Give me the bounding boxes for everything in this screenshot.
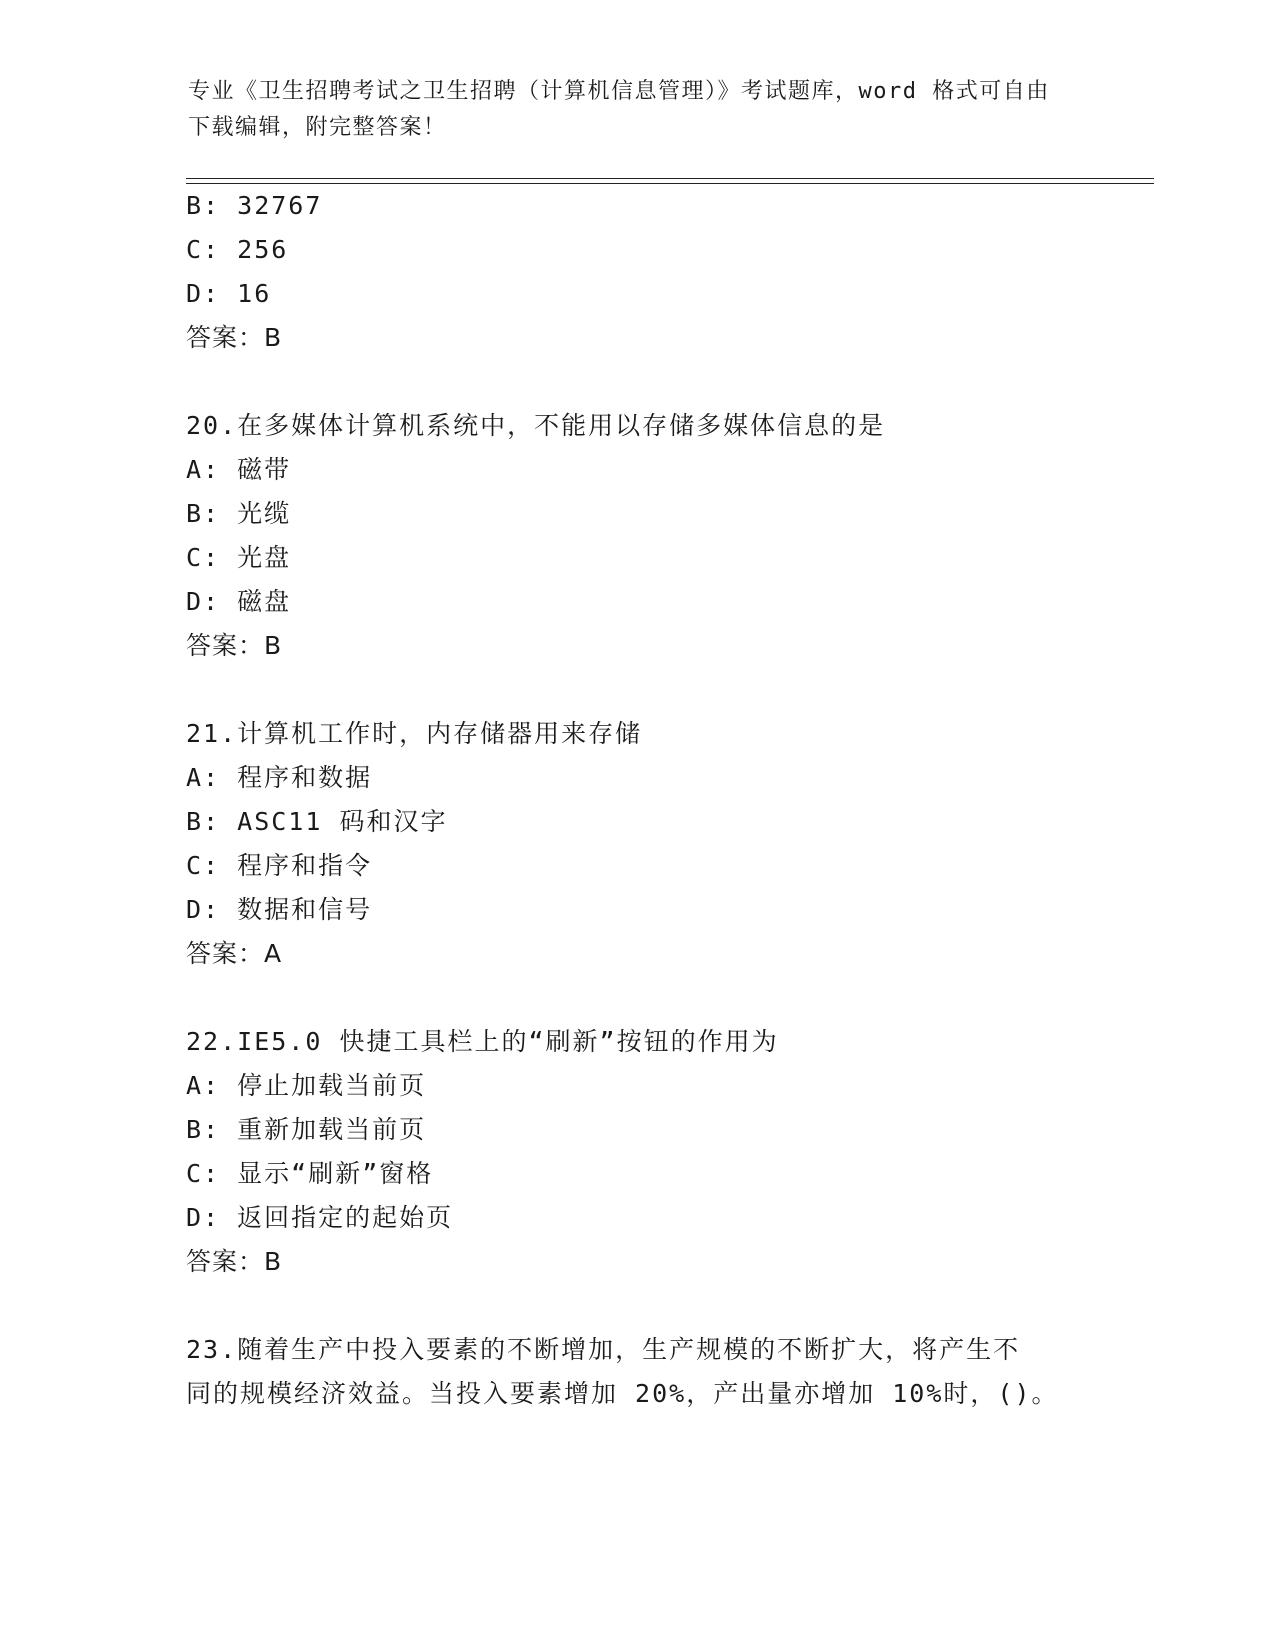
q20-option-c: C: 光盘	[186, 543, 292, 572]
q19-option-d: D: 16	[186, 279, 272, 308]
q20-option-d: D: 磁盘	[186, 587, 292, 616]
q22-question: 22.IE5.0 快捷工具栏上的“刷新”按钮的作用为	[186, 1027, 779, 1056]
q19-option-b: B: 32767	[186, 191, 323, 220]
q22-answer: 答案：B	[186, 1247, 283, 1276]
q22-option-d: D: 返回指定的起始页	[186, 1203, 454, 1232]
q22-option-a: A: 停止加载当前页	[186, 1071, 427, 1100]
q23-question-line-1: 23.随着生产中投入要素的不断增加，生产规模的不断扩大，将产生不	[186, 1335, 1021, 1364]
q21-option-b: B: ASC11 码和汉字	[186, 807, 448, 836]
q19-answer: 答案：B	[186, 323, 283, 352]
document-header: 专业《卫生招聘考试之卫生招聘（计算机信息管理）》考试题库，word 格式可自由下载编辑，附完整答案！	[188, 79, 1050, 140]
q21-answer: 答案：A	[186, 939, 283, 968]
q19-option-c: C: 256	[186, 235, 289, 264]
q20-answer: 答案：B	[186, 631, 283, 660]
q22-option-b: B: 重新加载当前页	[186, 1115, 427, 1144]
q21-option-a: A: 程序和数据	[186, 763, 373, 792]
q20-question: 20.在多媒体计算机系统中，不能用以存储多媒体信息的是	[186, 411, 886, 440]
q21-option-c: C: 程序和指令	[186, 851, 373, 880]
q20-option-a: A: 磁带	[186, 455, 292, 484]
q21-option-d: D: 数据和信号	[186, 895, 373, 924]
header-divider-top	[186, 178, 1154, 179]
q20-option-b: B: 光缆	[186, 499, 292, 528]
q23-question-line-2: 同的规模经济效益。当投入要素增加 20%，产出量亦增加 10%时，()。	[186, 1379, 1059, 1408]
header-divider-bottom	[186, 183, 1154, 184]
q22-option-c: C: 显示“刷新”窗格	[186, 1159, 434, 1188]
q21-question: 21.计算机工作时，内存储器用来存储	[186, 719, 643, 748]
